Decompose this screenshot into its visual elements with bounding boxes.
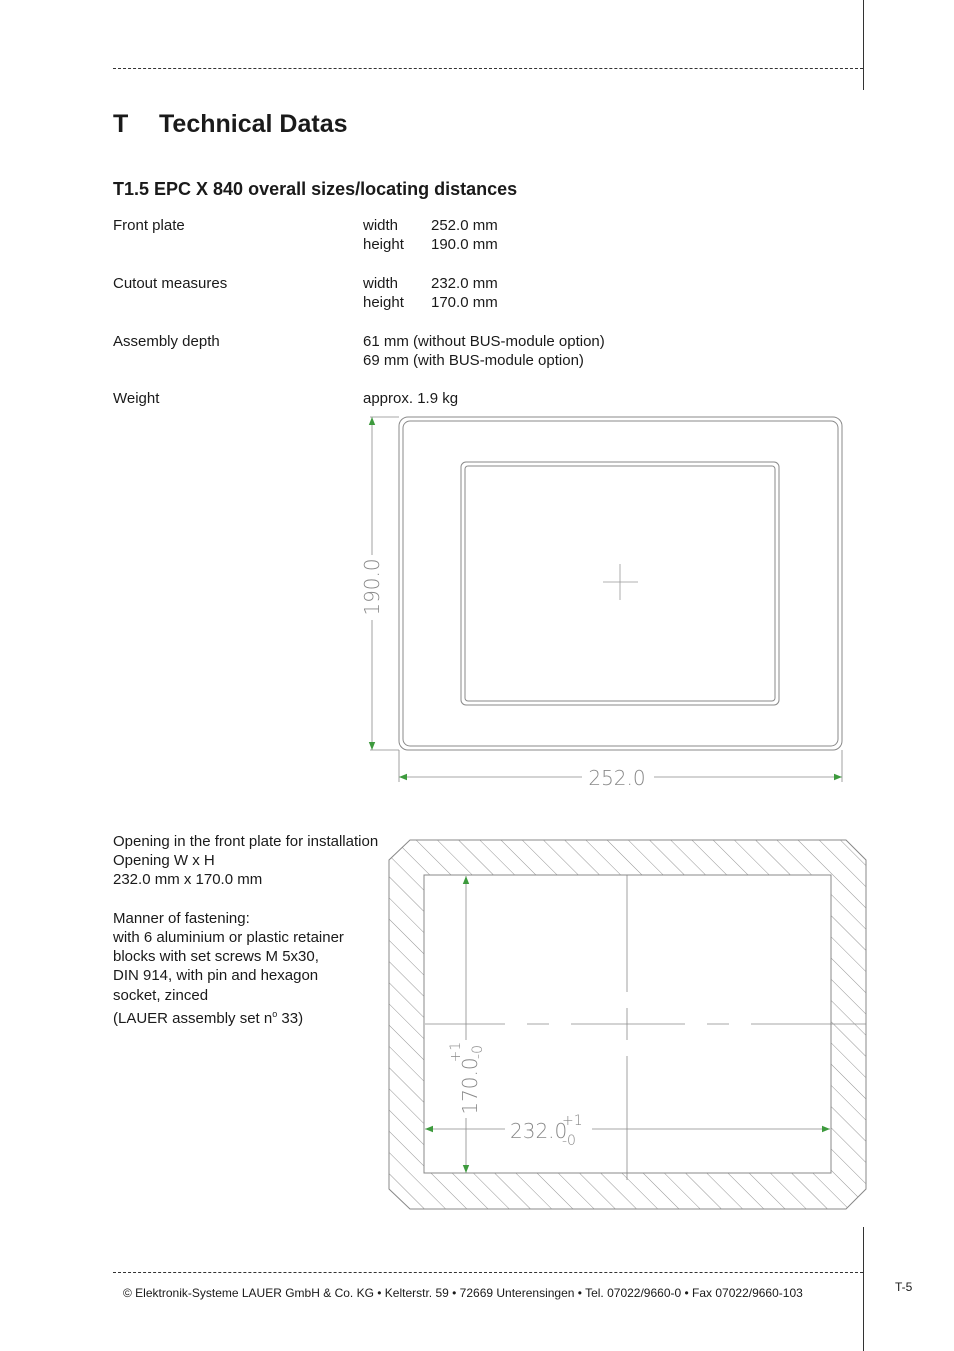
spec-cutout-height-value: 170.0 mm [431,294,498,311]
page-number: T-5 [895,1280,913,1294]
footer-vertical-rule [863,1227,864,1351]
spec-assembly-depth-line2: 69 mm (with BUS-module option) [363,352,584,369]
spec-front-plate-width-value: 252.0 mm [431,217,498,234]
spec-cutout-label: Cutout measures [113,275,228,292]
cutout-width-tol-minus: -0 [562,1133,576,1149]
footer-copyright: © Elektronik-Systeme LAUER GmbH & Co. KG • Kelterstr. 59 • 72669 Unterensingen • Tel. 07022/9660-0 • Fax 07022/9660-103 [123,1286,803,1300]
cutout-height-dimension: 170.0 [458,1057,482,1115]
spec-assembly-depth-label: Assembly depth [113,333,220,350]
desc-line-3: 232.0 mm x 170.0 mm [113,871,263,889]
chapter-title: Technical Datas [159,110,348,138]
spec-cutout-width-key: width [363,275,399,292]
desc-line-8: socket, zinced [113,986,209,1004]
front-plate-height-dimension: 190.0 [360,558,384,616]
desc-line-6: blocks with set screws M 5x30, [113,948,319,966]
spec-cutout-height-key: height [363,294,404,311]
desc-line-1: Opening in the front plate for installation [113,833,379,850]
chapter-letter: T [113,110,129,138]
spec-assembly-depth-line1: 61 mm (without BUS-module option) [363,333,605,350]
desc-line-5: with 6 aluminium or plastic retainer [113,929,344,947]
section-title: T1.5 EPC X 840 overall sizes/locating distances [113,179,518,199]
spec-weight-value: approx. 1.9 kg [363,390,459,407]
footer-dashed-rule [113,1272,863,1273]
spec-cutout-width-value: 232.0 mm [431,275,498,292]
desc-line-2: Opening W x H [113,852,215,870]
desc-line-7: DIN 914, with pin and hexagon [113,967,319,985]
front-plate-width-dimension: 252.0 [588,766,646,790]
desc-line-4: Manner of fastening: [113,909,250,927]
spec-front-plate-label: Front plate [113,217,185,234]
spec-front-plate-height-key: height [363,236,404,253]
desc-line-9: (LAUER assembly set $n^o$ 33) [113,1008,304,1027]
cutout-width-tol-plus: +1 [562,1113,583,1129]
cutout-height-tol-minus: -0 [470,1045,486,1059]
spec-weight-label: Weight [113,390,160,407]
cutout-height-tol-plus: +1 [448,1041,464,1063]
spec-front-plate-height-value: 190.0 mm [431,236,498,253]
spec-front-plate-width-key: width [363,217,399,234]
cutout-width-dimension: 232.0 [510,1119,568,1143]
